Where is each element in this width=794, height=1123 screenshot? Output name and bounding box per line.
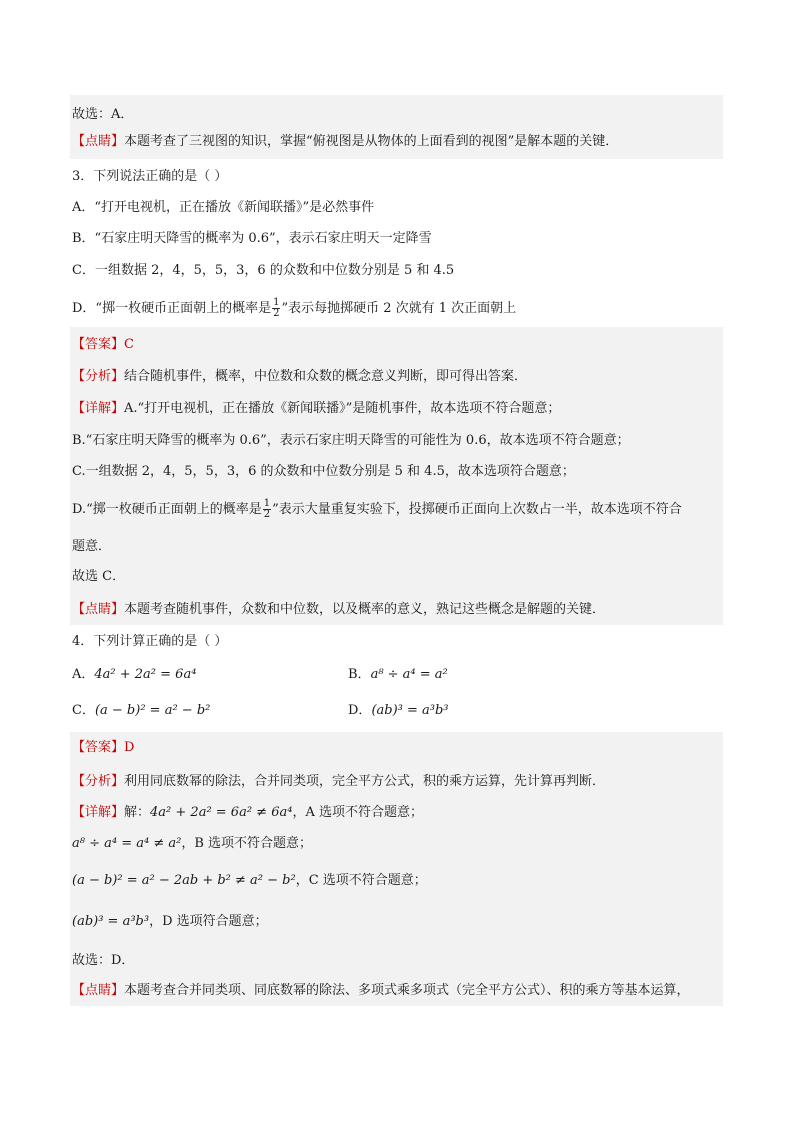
q4-analysis-line	[72, 773, 605, 791]
q3-answer: C	[124, 337, 134, 352]
q3-solution-block	[70, 327, 723, 625]
q4-comment-tag: 【点睛】	[72, 983, 125, 998]
q3-comment-line	[72, 601, 605, 619]
q3-answer-line	[72, 336, 134, 354]
q3-detail-a-line	[72, 400, 560, 418]
frac-num: 1	[263, 498, 271, 509]
q4-option-c-math: (a − b)² = a² − b²	[94, 703, 211, 718]
q3-comment-tag: 【点睛】	[72, 602, 125, 617]
q4-answer-tag: 【答案】	[72, 740, 125, 755]
q3-option-d	[72, 298, 516, 319]
q3-detail-b: B.“石家庄明天降雪的概率为 0.6”，表示石家庄明天降雪的可能性为 0.6，故本选项不符合题意；	[72, 433, 630, 448]
q4-option-b-math: a⁸ ÷ a⁴ = a²	[370, 667, 448, 682]
q4-option-b	[348, 666, 448, 684]
q3-option-d-post: ”表示每抛掷硬币 2 次就有 1 次正面朝上	[281, 301, 517, 316]
q3-comment: 本题考查随机事件，众数和中位数，以及概率的意义，熟记这些概念是解题的关键．	[124, 602, 606, 617]
q4-comment-line	[72, 982, 690, 1000]
q4-detail-1-math: 4a² + 2a² = 6a² ≠ 6a⁴	[150, 805, 293, 820]
q4-comment: 本题考查合并同类项、同底数幂的除法、多项式乘多项式（完全平方公式）、积的乘方等基本运算，	[124, 983, 690, 998]
q3-select: 故选 C．	[72, 569, 126, 584]
q4-detail-2-post: ，B 选项不符合题意；	[181, 836, 313, 851]
q3-answer-tag: 【答案】	[72, 337, 125, 352]
q4-answer-line	[72, 739, 134, 757]
q3-detail-c: C.一组数据 2，4，5，5，3，6 的众数和中位数分别是 5 和 4.5，故本选项符合题意；	[72, 464, 575, 479]
q3-detail-d-cont: 题意．	[72, 539, 112, 554]
q4-stem: 4．下列计算正确的是（ ）	[72, 634, 228, 649]
q4-option-b-label: B．	[348, 667, 371, 682]
q4-option-a	[72, 666, 196, 684]
frac-den: 2	[263, 509, 271, 520]
q4-option-d-label: D．	[348, 703, 372, 718]
fraction-one-half	[263, 499, 271, 520]
q4-select: 故选：D．	[72, 953, 135, 968]
fraction-one-half	[272, 298, 280, 319]
q4-option-d-math: (ab)³ = a³b³	[371, 703, 449, 718]
q4-detail-2-math: a⁸ ÷ a⁴ = a⁴ ≠ a²	[72, 836, 182, 851]
q3-detail-tag: 【详解】	[72, 401, 125, 416]
q4-option-c-label: C．	[72, 703, 95, 718]
q4-detail-4-math: (ab)³ = a³b³	[72, 914, 150, 929]
q4-answer: D	[124, 740, 135, 755]
q3-analysis: 结合随机事件，概率，中位数和众数的概念意义判断，即可得出答案．	[124, 369, 528, 384]
q4-solution-block	[70, 732, 723, 1006]
q3-option-a: A．“打开电视机，正在播放《新闻联播》”是必然事件	[72, 200, 375, 215]
q3-detail-d-pre: D.“掷一枚硬币正面朝上的概率是	[72, 502, 262, 517]
q2-select-line	[72, 106, 133, 124]
q4-option-c	[72, 702, 210, 720]
q4-detail-3-post: ，C 选项不符合题意；	[295, 873, 427, 888]
q4-analysis-tag: 【分析】	[72, 774, 125, 789]
q3-analysis-tag: 【分析】	[72, 369, 125, 384]
q3-detail-d-line	[72, 499, 682, 520]
q3-stem: 3．下列说法正确的是（ ）	[72, 169, 228, 184]
q3-option-b: B．“石家庄明天降雪的概率为 0.6”，表示石家庄明天一定降雪	[72, 231, 432, 246]
q2-comment: 本题考查了三视图的知识，掌握“俯视图是从物体的上面看到的视图”是解本题的关键．	[124, 134, 619, 149]
q2-select: 故选：A．	[72, 107, 134, 122]
q4-detail-4-line	[72, 913, 268, 931]
q4-detail-tag: 【详解】	[72, 805, 125, 820]
q2-solution-block	[70, 95, 723, 159]
q4-detail-4-post: ，D 选项符合题意；	[149, 914, 268, 929]
q2-comment-line	[72, 133, 618, 151]
q4-analysis: 利用同底数幂的除法，合并同类项，完全平方公式，积的乘方运算，先计算再判断．	[124, 774, 606, 789]
frac-num: 1	[273, 297, 280, 308]
q4-detail-1-line	[72, 804, 423, 822]
q3-option-d-pre: D．“掷一枚硬币正面朝上的概率是	[72, 301, 272, 316]
q4-option-a-math: 4a² + 2a² = 6a⁴	[94, 667, 197, 682]
q3-detail-d-post: ”表示大量重复实验下，投掷硬币正面向上次数占一半，故本选项不符合	[272, 502, 682, 517]
q4-detail-3-line	[72, 872, 427, 890]
frac-den: 2	[273, 308, 280, 319]
q3-detail-a: A.“打开电视机，正在播放《新闻联播》”是随机事件，故本选项不符合题意；	[124, 401, 561, 416]
q2-comment-tag: 【点睛】	[72, 134, 125, 149]
q4-detail-1-post: ，A 选项不符合题意；	[292, 805, 423, 820]
q3-option-c: C．一组数据 2，4，5，5，3，6 的众数和中位数分别是 5 和 4.5	[72, 263, 455, 278]
q4-detail-3-math: (a − b)² = a² − 2ab + b² ≠ a² − b²	[72, 873, 296, 888]
q4-option-d	[348, 702, 449, 720]
q4-detail-2-line	[72, 835, 312, 853]
q3-analysis-line	[72, 368, 527, 386]
q4-option-a-label: A．	[72, 667, 95, 682]
q4-detail-1-pre: 解：	[124, 805, 151, 820]
